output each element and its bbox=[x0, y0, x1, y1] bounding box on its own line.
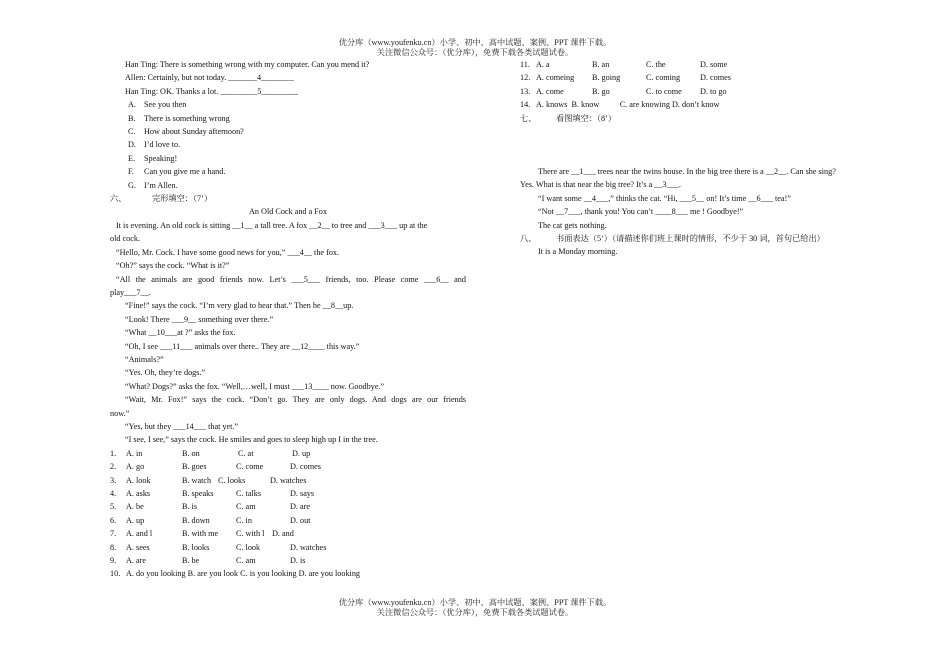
option-b: B. on bbox=[182, 448, 200, 458]
question-row bbox=[110, 541, 466, 554]
option-d: D. comes bbox=[700, 73, 731, 83]
section-title: 看图填空：（8’） bbox=[556, 113, 617, 123]
question-row bbox=[520, 85, 872, 98]
footer-line-2: 关注微信公众号：（优分库），免费下载各类试题试卷。 bbox=[376, 607, 574, 617]
option-d: D. to go bbox=[700, 86, 727, 96]
question-number: 11. bbox=[520, 60, 530, 69]
story-paragraph: “I see, I see,” says the cock. He smiles and goes to sleep high up I in the tree. bbox=[125, 435, 378, 445]
option-a: A. and l bbox=[126, 529, 153, 539]
option-a: A. are bbox=[126, 556, 147, 566]
question-row bbox=[110, 487, 466, 500]
question-number: 9. bbox=[110, 556, 117, 566]
section-title: 完形填空：（7’） bbox=[152, 194, 213, 204]
option-d: D. watches bbox=[270, 475, 307, 485]
option-c: C. come bbox=[236, 462, 264, 472]
option-b: B. with me bbox=[182, 529, 219, 539]
section-heading-cloze bbox=[110, 192, 466, 205]
option-a: A. a bbox=[536, 60, 550, 69]
option-c: C. looks bbox=[218, 475, 246, 485]
option-d: D. says bbox=[290, 489, 315, 498]
section-number: 八、 bbox=[520, 234, 537, 244]
story-paragraph: “What? Dogs?” asks the fox. “Well,…well, I must ___13____ now. Goodbye.” bbox=[125, 381, 385, 391]
story-paragraph: “Yes. Oh, they’re dogs.” bbox=[125, 368, 206, 378]
dialog-option bbox=[110, 165, 466, 178]
option-letter: B. bbox=[128, 113, 136, 123]
question-row bbox=[520, 98, 872, 111]
story-paragraph: play___7__. bbox=[110, 287, 151, 297]
picture-text-line: “I want some __4___,” thinks the cat. “Hi, ___5__ on! It’s time __6___ tea!” bbox=[538, 193, 791, 203]
option-c: C. look bbox=[236, 542, 261, 552]
option-b: B. goes bbox=[182, 462, 207, 472]
option-text: I’d love to. bbox=[144, 140, 181, 150]
option-d: D. up bbox=[292, 448, 311, 458]
option-text: Speaking! bbox=[144, 153, 178, 163]
dialog-option bbox=[110, 125, 466, 138]
picture-text-line: “Not __7___, thank you! You can’t ____8___ me ! Goodbye!” bbox=[538, 207, 744, 217]
question-number: 14. bbox=[520, 100, 531, 110]
story-paragraph: “Wait, Mr. Fox!” says the cock. “Don’t go. They are only dogs. And dogs are our friends bbox=[125, 395, 466, 405]
dialog-option bbox=[110, 152, 466, 165]
option-b: B. is bbox=[182, 502, 198, 512]
option-text: I’m Allen. bbox=[144, 180, 178, 190]
option-text: There is something wrong bbox=[144, 113, 230, 123]
option-a: A. go bbox=[126, 462, 145, 472]
option-b: B. down bbox=[182, 515, 210, 525]
option-a: A. look bbox=[126, 475, 151, 485]
option-d: D. watches bbox=[290, 542, 327, 552]
picture-area bbox=[520, 125, 872, 165]
question-row bbox=[110, 447, 466, 460]
option-d: D. is bbox=[290, 556, 306, 566]
option-a: A. in bbox=[126, 448, 143, 458]
question-number: 8. bbox=[110, 542, 117, 552]
story-paragraph: “Oh?” says the cock. “What is it?” bbox=[116, 261, 230, 271]
story-paragraph: “What __10___at ?” asks the fox. bbox=[125, 328, 236, 338]
header-line-2: 关注微信公众号：（优分库），免费下载各类试题试卷。 bbox=[376, 47, 574, 57]
option-letter: F. bbox=[128, 167, 134, 177]
option-b: B. going bbox=[592, 73, 621, 83]
option-c: C. am bbox=[236, 556, 256, 566]
picture-text-line: Yes. What is that near the big tree? It’s a __3___. bbox=[520, 180, 681, 190]
option-b: B. watch bbox=[182, 475, 212, 485]
picture-text-line: There are __1___ trees near the twins house. In the big tree there is a __2__. Can she sing? bbox=[538, 167, 836, 177]
question-number: 13. bbox=[520, 86, 531, 96]
page-footer bbox=[0, 598, 950, 617]
section-number: 七、 bbox=[520, 113, 537, 123]
story-paragraph: old cock. bbox=[110, 234, 141, 244]
story-paragraph: “Animals?” bbox=[125, 354, 164, 364]
question-row bbox=[110, 514, 466, 527]
option-a: A. come bbox=[536, 86, 564, 96]
question-number: 6. bbox=[110, 515, 117, 525]
question-row bbox=[110, 474, 466, 487]
option-a: A. sees bbox=[126, 542, 150, 552]
dialog-option bbox=[110, 112, 466, 125]
section-number: 六、 bbox=[110, 194, 127, 204]
dialog-line: Allen: Certainly, but not today. _______4________ bbox=[125, 73, 294, 83]
option-letter: G. bbox=[128, 180, 136, 190]
option-d: D. are bbox=[290, 502, 311, 512]
question-row bbox=[520, 58, 872, 71]
story-paragraph: “Hello, Mr. Cock. I have some good news for you,” ___4__ the fox. bbox=[116, 247, 340, 257]
option-c: C. am bbox=[236, 502, 256, 512]
option-text: See you then bbox=[144, 100, 187, 110]
story-paragraph: “All the animals are good friends now. Let’s ___5___ friends, too. Please come ___6__ and bbox=[116, 274, 466, 284]
option-a: A. up bbox=[126, 515, 145, 525]
dialog-option bbox=[110, 179, 466, 192]
option-a: A. asks bbox=[126, 489, 151, 498]
option-letter: D. bbox=[128, 140, 136, 150]
option-b: B. be bbox=[182, 556, 200, 566]
option-c: C. with l bbox=[236, 529, 265, 539]
story-paragraph: “Look! There ___9__ something over there.” bbox=[125, 314, 274, 324]
option-d: D. out bbox=[290, 515, 311, 525]
option-letter: A. bbox=[128, 100, 136, 110]
question-row bbox=[110, 460, 466, 473]
question-row bbox=[110, 554, 466, 567]
option-b: B. go bbox=[592, 86, 610, 96]
option-c: C. the bbox=[646, 60, 666, 69]
picture-text-line: The cat gets nothing. bbox=[538, 220, 607, 230]
right-column bbox=[520, 58, 872, 259]
question-number: 1. bbox=[110, 448, 117, 458]
section-heading-picture bbox=[520, 112, 872, 125]
question-number: 4. bbox=[110, 489, 117, 498]
header-line-1: 优分库（www.youfenku.cn）小学、初中、高中试题、案例、PPT 课件下载。 bbox=[338, 38, 612, 47]
footer-line-1: 优分库（www.youfenku.cn）小学、初中、高中试题、案例、PPT 课件下载。 bbox=[338, 598, 612, 607]
option-c: C. at bbox=[238, 448, 254, 458]
section-heading-writing bbox=[520, 232, 872, 245]
question-number: 12. bbox=[520, 73, 531, 83]
story-paragraph: now.” bbox=[110, 408, 130, 418]
question-row bbox=[110, 527, 466, 540]
option-c: C. to come bbox=[646, 86, 682, 96]
option-text: Can you give me a hand. bbox=[144, 167, 226, 177]
option-letter: E. bbox=[128, 153, 136, 163]
option-c: C. coming bbox=[646, 73, 681, 83]
story-paragraph: It is evening. An old cock is sitting __1__ a tall tree. A fox __2__ to tree and ___3___ up at the bbox=[116, 220, 428, 230]
story-paragraph: “Oh, I see ___11___ animals over there.. They are __12____ this way.” bbox=[125, 341, 360, 351]
option-d: D. comes bbox=[290, 462, 321, 472]
question-row bbox=[110, 500, 466, 513]
option-text: How about Sunday afternoon? bbox=[144, 127, 244, 137]
question-number: 10. bbox=[110, 569, 121, 579]
question-row bbox=[110, 567, 466, 580]
option-b: B. speaks bbox=[182, 489, 214, 498]
section-title: 书面表达（5’）（请描述你们班上课时的情形，不少于 30 词，首句已给出） bbox=[556, 234, 825, 244]
question-number: 3. bbox=[110, 475, 117, 485]
option-a: A. be bbox=[126, 502, 144, 512]
dialog-line: Han Ting: There is something wrong with my computer. Can you mend it? bbox=[125, 60, 370, 69]
option-c: C. talks bbox=[236, 489, 262, 498]
left-column bbox=[110, 58, 466, 581]
dialog-option bbox=[110, 138, 466, 151]
story-paragraph: “Fine!” says the cock. “I’m very glad to hear that.” Then he __8__up. bbox=[125, 301, 354, 311]
option-d: D. some bbox=[700, 60, 728, 69]
option-c: C. in bbox=[236, 515, 252, 525]
dialog-line: Han Ting: OK. Thanks a lot. _________5_________ bbox=[125, 86, 299, 96]
question-number: 2. bbox=[110, 462, 117, 472]
story-title: An Old Cock and a Fox bbox=[248, 207, 327, 217]
question-options: A. knows B. know C. are knowing D. don’t know bbox=[536, 100, 720, 110]
page-header bbox=[0, 38, 950, 57]
writing-first-line: It is a Monday morning. bbox=[538, 247, 618, 257]
question-row bbox=[520, 71, 872, 84]
option-letter: C. bbox=[128, 127, 136, 137]
question-number: 5. bbox=[110, 502, 117, 512]
dialog-option bbox=[110, 98, 466, 111]
question-number: 7. bbox=[110, 529, 117, 539]
option-d: D. and bbox=[272, 529, 294, 539]
option-b: B. looks bbox=[182, 542, 210, 552]
question-options: A. do you looking B. are you look C. is you looking D. are you looking bbox=[126, 569, 361, 579]
story-paragraph: “Yes, but they ___14___ that yet.” bbox=[125, 421, 239, 431]
option-a: A. comeing bbox=[536, 73, 575, 83]
option-b: B. an bbox=[592, 60, 610, 69]
